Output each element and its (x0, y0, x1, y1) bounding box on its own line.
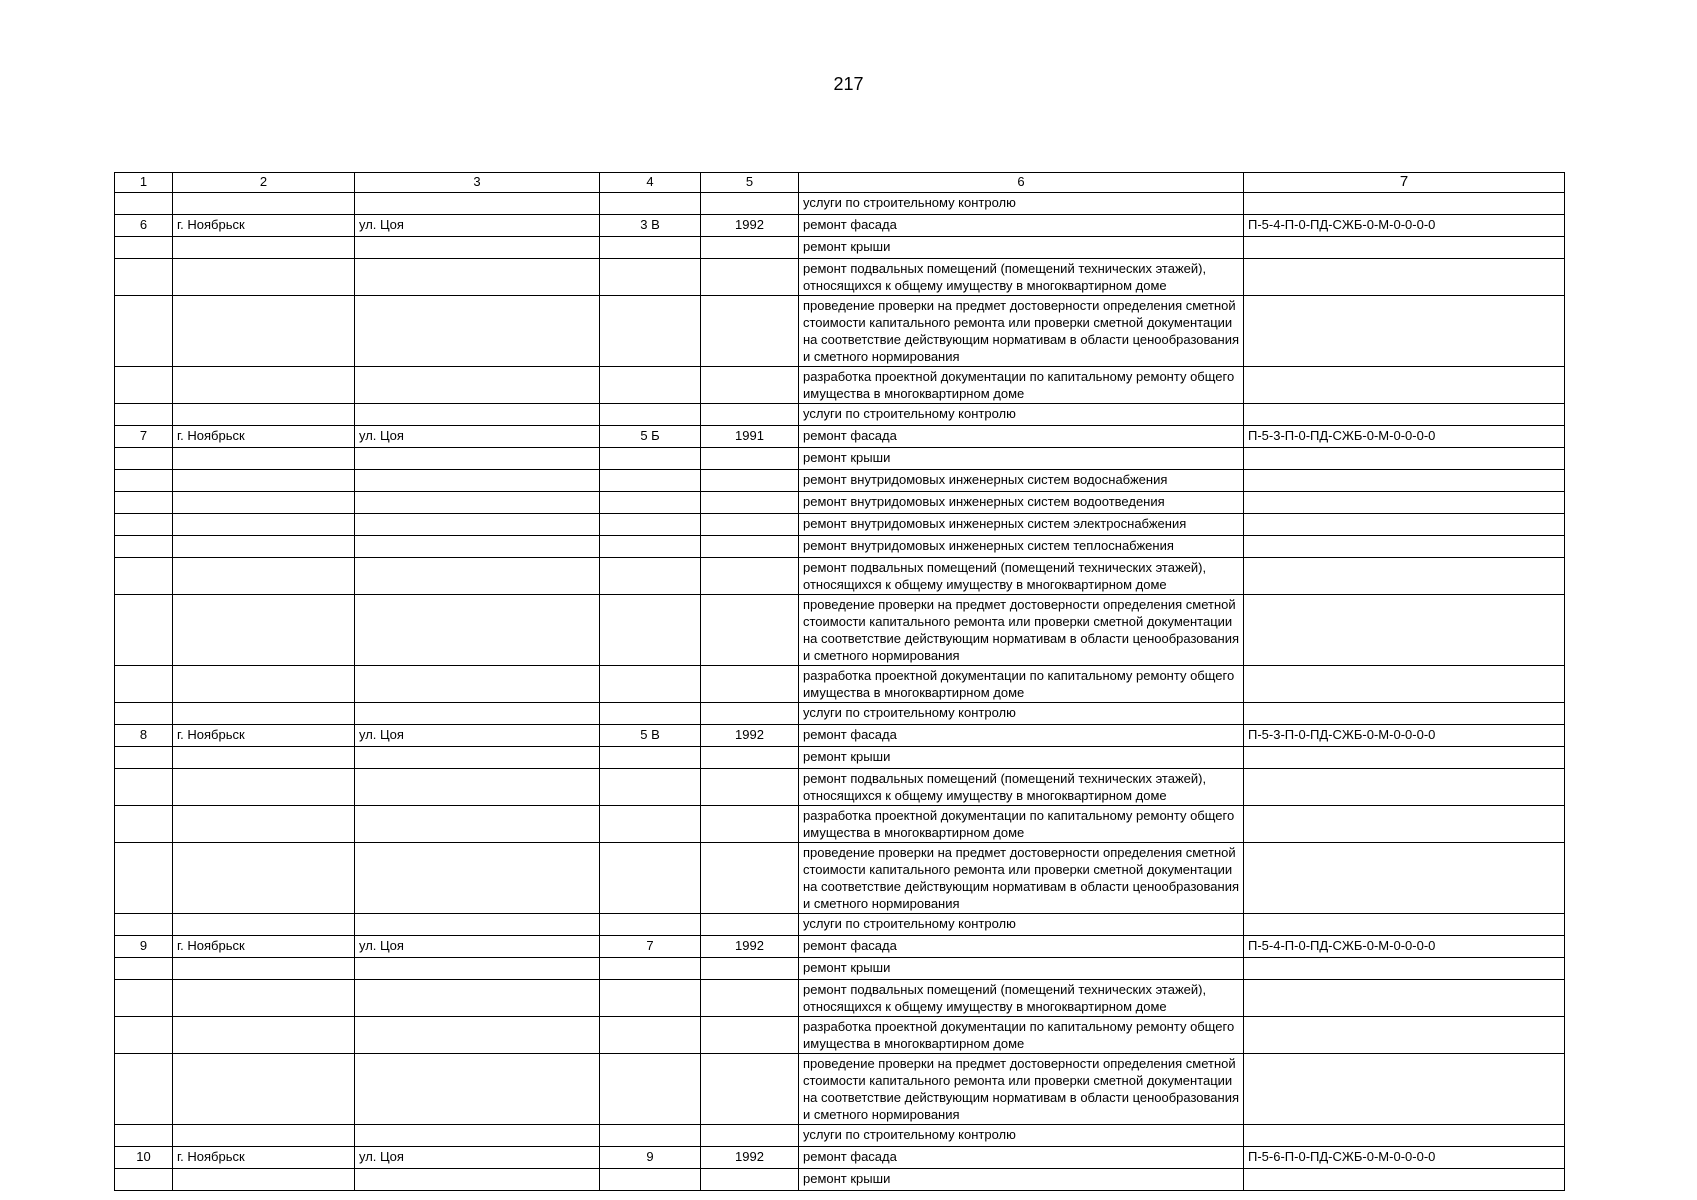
building-code-cell (1244, 958, 1565, 980)
city-cell (173, 492, 355, 514)
row-number-cell (115, 1125, 173, 1147)
building-code-cell: П-5-4-П-0-ПД-СЖБ-0-М-0-0-0-0 (1244, 936, 1565, 958)
city-cell: г. Ноябрьск (173, 725, 355, 747)
city-cell (173, 958, 355, 980)
year-cell (701, 296, 799, 367)
house-number-cell (600, 404, 701, 426)
year-cell (701, 404, 799, 426)
city-cell (173, 470, 355, 492)
row-number-cell (115, 703, 173, 725)
year-cell (701, 769, 799, 806)
table-row (115, 448, 1565, 470)
street-cell (355, 492, 600, 514)
work-type-cell: ремонт подвальных помещений (помещений технических этажей), относящихся к общему имуществу в многоквартирном доме (799, 769, 1244, 806)
building-code-cell (1244, 237, 1565, 259)
house-number-cell (600, 703, 701, 725)
street-cell (355, 296, 600, 367)
city-cell (173, 980, 355, 1017)
city-cell (173, 747, 355, 769)
work-type-cell: проведение проверки на предмет достоверности определения сметной стоимости капитального ремонта или проверки сметной документации на соответствие действующим нормативам в области ценообразования и сметного нормирования (799, 595, 1244, 666)
table-row (115, 958, 1565, 980)
table-row (115, 1169, 1565, 1191)
city-cell (173, 806, 355, 843)
street-cell (355, 666, 600, 703)
building-code-cell (1244, 1017, 1565, 1054)
city-cell (173, 367, 355, 404)
work-type-cell: ремонт внутридомовых инженерных систем водоотведения (799, 492, 1244, 514)
row-number-cell (115, 747, 173, 769)
building-code-cell (1244, 666, 1565, 703)
street-cell: ул. Цоя (355, 426, 600, 448)
building-code-cell (1244, 259, 1565, 296)
table-row (115, 1147, 1565, 1169)
city-cell (173, 1054, 355, 1125)
table-row (115, 806, 1565, 843)
work-type-cell: разработка проектной документации по капитальному ремонту общего имущества в многоквартирном доме (799, 666, 1244, 703)
table-row (115, 536, 1565, 558)
year-cell (701, 1169, 799, 1191)
building-code-cell (1244, 914, 1565, 936)
building-code-cell (1244, 806, 1565, 843)
street-cell (355, 1017, 600, 1054)
year-cell (701, 237, 799, 259)
city-cell (173, 259, 355, 296)
year-cell (701, 914, 799, 936)
work-type-cell: услуги по строительному контролю (799, 193, 1244, 215)
work-type-cell: ремонт фасада (799, 725, 1244, 747)
works-table (114, 172, 1565, 1191)
year-cell (701, 806, 799, 843)
city-cell (173, 448, 355, 470)
work-type-cell: ремонт крыши (799, 237, 1244, 259)
city-cell (173, 404, 355, 426)
table-row (115, 296, 1565, 367)
house-number-cell (600, 843, 701, 914)
house-number-cell: 5 В (600, 725, 701, 747)
work-type-cell: ремонт крыши (799, 747, 1244, 769)
house-number-cell (600, 914, 701, 936)
building-code-cell (1244, 193, 1565, 215)
table-row (115, 426, 1565, 448)
table-row (115, 980, 1565, 1017)
building-code-cell (1244, 404, 1565, 426)
work-type-cell: ремонт внутридомовых инженерных систем теплоснабжения (799, 536, 1244, 558)
street-cell (355, 404, 600, 426)
row-number-cell: 7 (115, 426, 173, 448)
street-cell: ул. Цоя (355, 215, 600, 237)
table-row (115, 843, 1565, 914)
street-cell (355, 536, 600, 558)
house-number-cell: 5 Б (600, 426, 701, 448)
city-cell (173, 1125, 355, 1147)
table-row (115, 666, 1565, 703)
house-number-cell (600, 806, 701, 843)
table-body (115, 173, 1565, 1191)
work-type-cell: ремонт подвальных помещений (помещений технических этажей), относящихся к общему имуществу в многоквартирном доме (799, 558, 1244, 595)
building-code-cell (1244, 843, 1565, 914)
year-cell (701, 259, 799, 296)
house-number-cell (600, 1017, 701, 1054)
work-type-cell: ремонт фасада (799, 426, 1244, 448)
city-cell: г. Ноябрьск (173, 426, 355, 448)
street-cell (355, 558, 600, 595)
table-row (115, 470, 1565, 492)
building-code-cell (1244, 558, 1565, 595)
street-cell (355, 703, 600, 725)
city-cell (173, 296, 355, 367)
row-number-cell (115, 769, 173, 806)
year-cell: 1991 (701, 426, 799, 448)
street-cell: ул. Цоя (355, 936, 600, 958)
street-cell (355, 514, 600, 536)
table-row (115, 193, 1565, 215)
building-code-cell (1244, 536, 1565, 558)
table-row (115, 1017, 1565, 1054)
column-header-5: 5 (701, 173, 799, 193)
row-number-cell (115, 558, 173, 595)
building-code-cell (1244, 492, 1565, 514)
city-cell (173, 193, 355, 215)
table-header-row (115, 173, 1565, 193)
work-type-cell: ремонт крыши (799, 448, 1244, 470)
row-number-cell (115, 666, 173, 703)
house-number-cell (600, 193, 701, 215)
table-row (115, 1054, 1565, 1125)
street-cell (355, 1125, 600, 1147)
year-cell (701, 448, 799, 470)
house-number-cell (600, 259, 701, 296)
street-cell (355, 193, 600, 215)
city-cell (173, 237, 355, 259)
column-header-4: 4 (600, 173, 701, 193)
row-number-cell (115, 259, 173, 296)
street-cell (355, 747, 600, 769)
building-code-cell (1244, 1125, 1565, 1147)
city-cell (173, 514, 355, 536)
street-cell (355, 806, 600, 843)
work-type-cell: ремонт фасада (799, 936, 1244, 958)
year-cell (701, 558, 799, 595)
row-number-cell: 8 (115, 725, 173, 747)
year-cell (701, 367, 799, 404)
row-number-cell (115, 296, 173, 367)
row-number-cell (115, 237, 173, 259)
city-cell (173, 595, 355, 666)
street-cell (355, 914, 600, 936)
building-code-cell (1244, 747, 1565, 769)
row-number-cell (115, 843, 173, 914)
street-cell (355, 259, 600, 296)
work-type-cell: разработка проектной документации по капитальному ремонту общего имущества в многоквартирном доме (799, 1017, 1244, 1054)
table-row (115, 769, 1565, 806)
house-number-cell (600, 237, 701, 259)
street-cell: ул. Цоя (355, 725, 600, 747)
street-cell (355, 367, 600, 404)
row-number-cell (115, 958, 173, 980)
building-code-cell (1244, 367, 1565, 404)
city-cell (173, 536, 355, 558)
city-cell: г. Ноябрьск (173, 936, 355, 958)
house-number-cell (600, 958, 701, 980)
row-number-cell (115, 914, 173, 936)
work-type-cell: разработка проектной документации по капитальному ремонту общего имущества в многоквартирном доме (799, 806, 1244, 843)
street-cell: ул. Цоя (355, 1147, 600, 1169)
city-cell (173, 558, 355, 595)
street-cell (355, 237, 600, 259)
row-number-cell (115, 595, 173, 666)
row-number-cell: 6 (115, 215, 173, 237)
table-row (115, 367, 1565, 404)
house-number-cell (600, 536, 701, 558)
year-cell (701, 1017, 799, 1054)
building-code-cell (1244, 514, 1565, 536)
building-code-cell (1244, 470, 1565, 492)
year-cell (701, 958, 799, 980)
work-type-cell: ремонт фасада (799, 215, 1244, 237)
work-type-cell: разработка проектной документации по капитальному ремонту общего имущества в многоквартирном доме (799, 367, 1244, 404)
row-number-cell (115, 514, 173, 536)
column-header-7: 7 (1244, 173, 1565, 193)
work-type-cell: ремонт внутридомовых инженерных систем электроснабжения (799, 514, 1244, 536)
house-number-cell (600, 1054, 701, 1125)
house-number-cell (600, 666, 701, 703)
city-cell (173, 843, 355, 914)
work-type-cell: ремонт подвальных помещений (помещений технических этажей), относящихся к общему имуществу в многоквартирном доме (799, 980, 1244, 1017)
street-cell (355, 595, 600, 666)
table-row (115, 725, 1565, 747)
row-number-cell (115, 448, 173, 470)
row-number-cell (115, 492, 173, 514)
year-cell: 1992 (701, 725, 799, 747)
house-number-cell: 7 (600, 936, 701, 958)
table-row (115, 404, 1565, 426)
column-header-2: 2 (173, 173, 355, 193)
row-number-cell (115, 193, 173, 215)
column-header-6: 6 (799, 173, 1244, 193)
street-cell (355, 448, 600, 470)
year-cell (701, 536, 799, 558)
row-number-cell (115, 1169, 173, 1191)
building-code-cell (1244, 448, 1565, 470)
work-type-cell: услуги по строительному контролю (799, 703, 1244, 725)
work-type-cell: услуги по строительному контролю (799, 1125, 1244, 1147)
city-cell (173, 1169, 355, 1191)
house-number-cell (600, 769, 701, 806)
work-type-cell: проведение проверки на предмет достоверности определения сметной стоимости капитального ремонта или проверки сметной документации на соответствие действующим нормативам в области ценообразования и сметного нормирования (799, 296, 1244, 367)
house-number-cell (600, 980, 701, 1017)
house-number-cell: 9 (600, 1147, 701, 1169)
column-header-1: 1 (115, 173, 173, 193)
year-cell (701, 980, 799, 1017)
city-cell (173, 1017, 355, 1054)
table-row (115, 558, 1565, 595)
street-cell (355, 843, 600, 914)
building-code-cell (1244, 296, 1565, 367)
building-code-cell (1244, 1169, 1565, 1191)
city-cell (173, 914, 355, 936)
city-cell (173, 666, 355, 703)
city-cell (173, 769, 355, 806)
table-row (115, 703, 1565, 725)
table-row (115, 914, 1565, 936)
city-cell: г. Ноябрьск (173, 1147, 355, 1169)
year-cell: 1992 (701, 1147, 799, 1169)
building-code-cell: П-5-6-П-0-ПД-СЖБ-0-М-0-0-0-0 (1244, 1147, 1565, 1169)
table-row (115, 492, 1565, 514)
building-code-cell (1244, 595, 1565, 666)
year-cell (701, 703, 799, 725)
row-number-cell (115, 806, 173, 843)
house-number-cell (600, 747, 701, 769)
work-type-cell: ремонт фасада (799, 1147, 1244, 1169)
year-cell (701, 1125, 799, 1147)
table-row (115, 747, 1565, 769)
year-cell (701, 747, 799, 769)
house-number-cell (600, 1169, 701, 1191)
house-number-cell (600, 558, 701, 595)
row-number-cell (115, 980, 173, 1017)
house-number-cell (600, 492, 701, 514)
year-cell (701, 470, 799, 492)
city-cell (173, 703, 355, 725)
row-number-cell (115, 536, 173, 558)
house-number-cell: 3 В (600, 215, 701, 237)
work-type-cell: услуги по строительному контролю (799, 404, 1244, 426)
work-type-cell: ремонт крыши (799, 1169, 1244, 1191)
street-cell (355, 1169, 600, 1191)
house-number-cell (600, 367, 701, 404)
house-number-cell (600, 514, 701, 536)
year-cell (701, 193, 799, 215)
building-code-cell: П-5-4-П-0-ПД-СЖБ-0-М-0-0-0-0 (1244, 215, 1565, 237)
work-type-cell: ремонт внутридомовых инженерных систем водоснабжения (799, 470, 1244, 492)
street-cell (355, 958, 600, 980)
year-cell (701, 595, 799, 666)
work-type-cell: проведение проверки на предмет достоверности определения сметной стоимости капитального ремонта или проверки сметной документации на соответствие действующим нормативам в области ценообразования и сметного нормирования (799, 843, 1244, 914)
table-row (115, 936, 1565, 958)
table-row (115, 514, 1565, 536)
year-cell (701, 843, 799, 914)
work-type-cell: ремонт подвальных помещений (помещений технических этажей), относящихся к общему имуществу в многоквартирном доме (799, 259, 1244, 296)
work-type-cell: ремонт крыши (799, 958, 1244, 980)
year-cell: 1992 (701, 215, 799, 237)
street-cell (355, 769, 600, 806)
building-code-cell (1244, 980, 1565, 1017)
house-number-cell (600, 470, 701, 492)
building-code-cell (1244, 1054, 1565, 1125)
street-cell (355, 1054, 600, 1125)
building-code-cell: П-5-3-П-0-ПД-СЖБ-0-М-0-0-0-0 (1244, 426, 1565, 448)
table-row (115, 1125, 1565, 1147)
row-number-cell (115, 367, 173, 404)
year-cell: 1992 (701, 936, 799, 958)
row-number-cell: 9 (115, 936, 173, 958)
work-type-cell: услуги по строительному контролю (799, 914, 1244, 936)
column-header-3: 3 (355, 173, 600, 193)
table-row (115, 259, 1565, 296)
table-row (115, 215, 1565, 237)
house-number-cell (600, 296, 701, 367)
table-row (115, 595, 1565, 666)
row-number-cell: 10 (115, 1147, 173, 1169)
building-code-cell (1244, 769, 1565, 806)
page-number: 217 (833, 74, 864, 94)
year-cell (701, 1054, 799, 1125)
year-cell (701, 492, 799, 514)
year-cell (701, 514, 799, 536)
row-number-cell (115, 1017, 173, 1054)
year-cell (701, 666, 799, 703)
street-cell (355, 470, 600, 492)
house-number-cell (600, 1125, 701, 1147)
row-number-cell (115, 404, 173, 426)
city-cell: г. Ноябрьск (173, 215, 355, 237)
street-cell (355, 980, 600, 1017)
row-number-cell (115, 1054, 173, 1125)
work-type-cell: проведение проверки на предмет достоверности определения сметной стоимости капитального ремонта или проверки сметной документации на соответствие действующим нормативам в области ценообразования и сметного нормирования (799, 1054, 1244, 1125)
building-code-cell (1244, 703, 1565, 725)
house-number-cell (600, 448, 701, 470)
building-code-cell: П-5-3-П-0-ПД-СЖБ-0-М-0-0-0-0 (1244, 725, 1565, 747)
house-number-cell (600, 595, 701, 666)
row-number-cell (115, 470, 173, 492)
table-row (115, 237, 1565, 259)
